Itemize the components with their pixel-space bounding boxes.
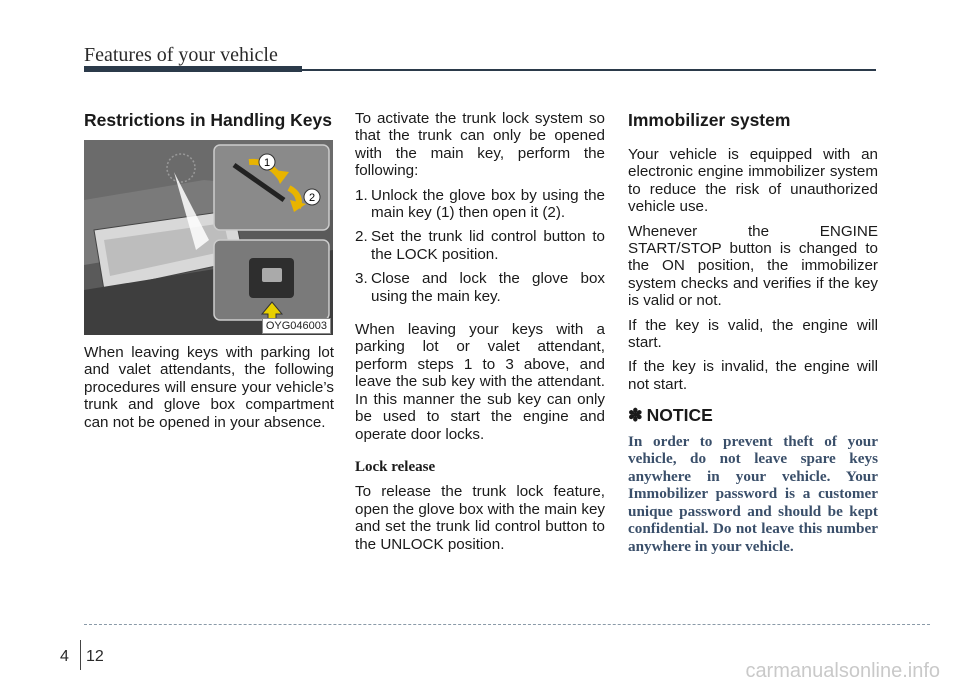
page-number: 12	[86, 648, 104, 665]
valet-paragraph: When leaving your keys with a parking lot or valet attendant, perform steps 1 to 3 above, and leave the sub key with the attendant. In this manner the sub key can only be used to start the engine and operate door locks.	[355, 321, 605, 443]
page-header-title: Features of your vehicle	[84, 44, 278, 66]
notice-icon: ✽	[628, 405, 643, 426]
chapter-number: 4	[60, 648, 69, 665]
lock-release-heading: Lock release	[355, 458, 436, 475]
watermark: carmanualsonline.info	[745, 660, 940, 682]
glove-box-figure	[84, 140, 333, 335]
glove-box-illustration	[84, 140, 333, 335]
step-item: 2. Set the trunk lid control button to the LOCK position.	[355, 228, 605, 263]
trunk-lock-steps	[355, 187, 605, 305]
trunk-lock-intro: To activate the trunk lock system so that the trunk can only be opened with the main key, perform the following:	[355, 110, 605, 180]
immobilizer-heading: Immobilizer system	[628, 110, 791, 130]
header-rule-thick	[84, 66, 302, 72]
notice-label: NOTICE	[646, 405, 713, 426]
immobilizer-paragraph: Whenever the ENGINE START/STOP button is changed to the ON position, the immobilizer system checks and verifies if the key is valid or not.	[628, 222, 878, 310]
step-item: 1. Unlock the glove box by using the main key (1) then open it (2).	[355, 186, 605, 222]
column-1-text	[84, 344, 334, 438]
figure-label-1: 1	[263, 157, 271, 169]
notice-title	[628, 407, 878, 424]
column-2	[355, 110, 605, 560]
step-item: 3. Close and lock the glove box using the main key.	[355, 270, 605, 305]
immobilizer-paragraph: If the key is invalid, the engine will not start.	[628, 358, 878, 393]
restrictions-paragraph: When leaving keys with parking lot and valet attendants, the following procedures will ensure your vehicle’s trunk and glove box compartment can not be opened in your absence.	[84, 344, 334, 431]
immobilizer-paragraph: If the key is valid, the engine will start.	[628, 316, 878, 352]
header-rule-thin	[302, 69, 876, 71]
notice-body: In order to prevent theft of your vehicle, do not leave spare keys anywhere in your vehicle. Your Immobilizer password is a customer unique password and should be kept confidential. Do not leave this number anywhere in your vehicle.	[628, 432, 878, 555]
column-3	[628, 110, 878, 555]
figure-code: OYG046003	[262, 318, 331, 334]
restrictions-heading: Restrictions in Handling Keys	[84, 110, 332, 130]
immobilizer-paragraph: Your vehicle is equipped with an electronic engine immobilizer system to reduce the risk of unauthorized vehicle use.	[628, 146, 878, 216]
footer-divider	[80, 640, 81, 670]
figure-label-2: 2	[308, 192, 316, 204]
footer-rule	[84, 624, 930, 625]
lock-release-paragraph: To release the trunk lock feature, open the glove box with the main key and set the trunk lid control button to the UNLOCK position.	[355, 483, 605, 553]
